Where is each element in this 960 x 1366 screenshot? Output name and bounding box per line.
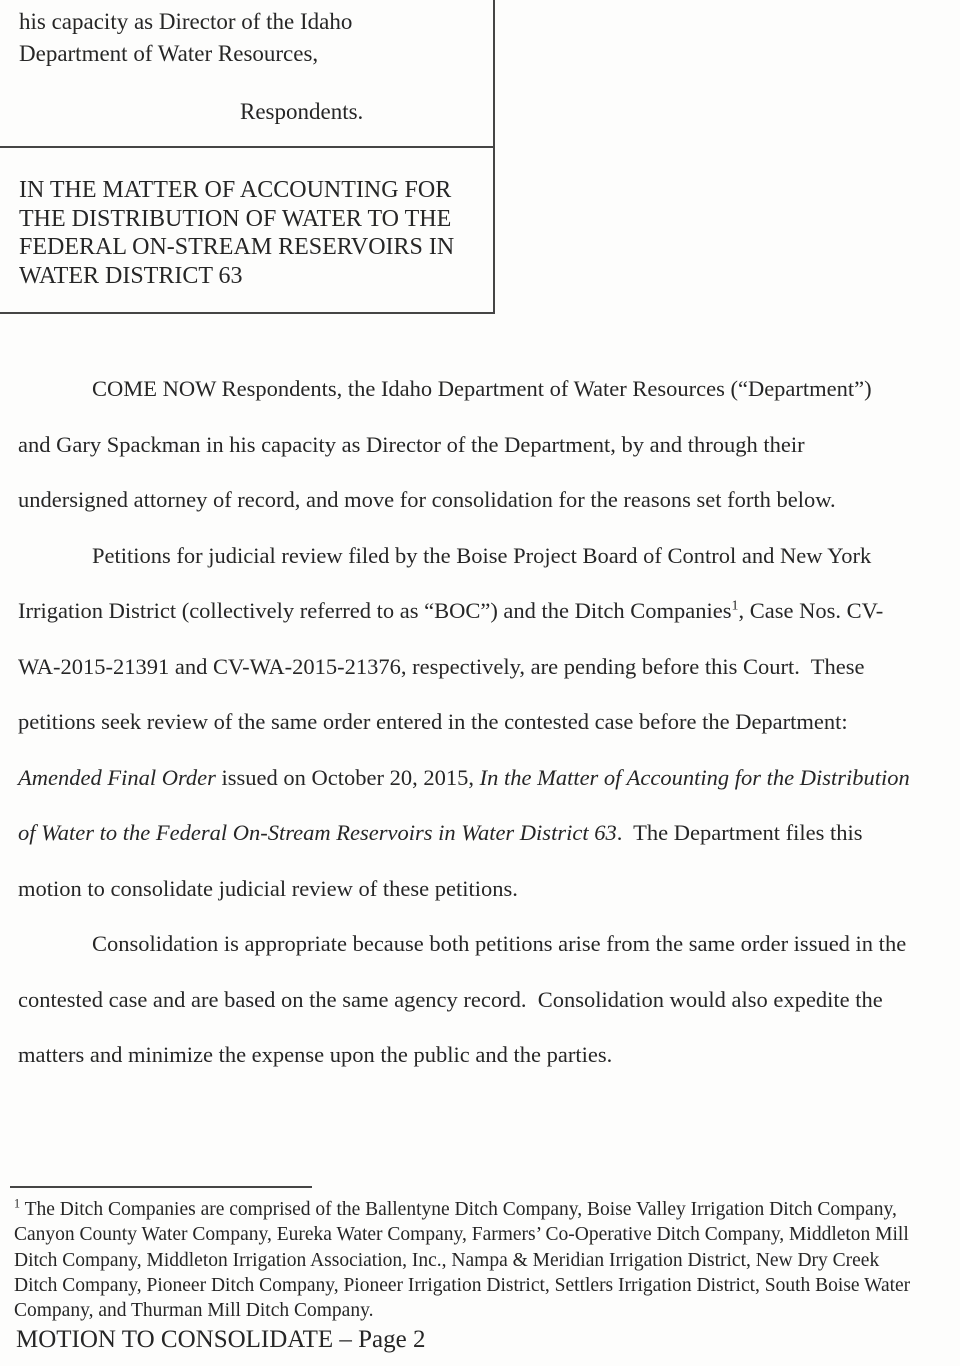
caption-bottom-rule [0,312,495,314]
document-footer-title: MOTION TO CONSOLIDATE – Page 2 [16,1326,426,1353]
respondents-label: Respondents. [240,99,364,124]
body-line: Petitions for judicial review filed by the Boise Project Board of Control and New York [92,542,872,568]
body-line: matters and minimize the expense upon the public and the parties. [18,1042,613,1067]
body-line: Irrigation District (collectively referred to as “BOC”) and the Ditch Companies$^1$, Case Nos. CV- [18,598,884,623]
body-line: Amended Final Order issued on October 20, 2015, In the Matter of Accounting for the Distribution [18,764,910,790]
body-line: contested case and are based on the same agency record. Consolidation would also expedite the [18,986,883,1012]
caption-party-line: his capacity as Director of the Idaho [19,9,353,34]
footnote-line: Ditch Company, Pioneer Ditch Company, Pioneer Irrigation District, Settlers Irrigation District, South Boise Water [14,1274,911,1296]
footnote-text [14,1197,958,1323]
footnote-line: Ditch Company, Middleton Irrigation Association, Inc., Nampa & Meridian Irrigation District, New Dry Creek [14,1249,880,1271]
matter-heading-line: FEDERAL ON-STREAM RESERVOIRS IN [19,234,455,260]
body-line: and Gary Spackman in his capacity as Director of the Department, by and through their [18,431,805,457]
body-line: motion to consolidate judicial review of these petitions. [18,875,518,901]
caption-party-lines [19,6,479,70]
body-line: of Water to the Federal On-Stream Reservoirs in Water District 63. The Department files this [18,820,863,845]
body-line: WA-2015-21391 and CV-WA-2015-21376, respectively, are pending before this Court. These [18,653,865,679]
footnote-line: $^1$ The Ditch Companies are comprised of the Ballentyne Ditch Company, Boise Valley Irrigation Ditch Company, [14,1196,897,1220]
matter-heading-line: WATER DISTRICT 63 [19,262,243,289]
caption-top-rule [0,146,495,148]
caption-party-line: Department of Water Resources, [19,41,319,66]
footnote-line: Canyon County Water Company, Eureka Water Company, Farmers’ Co-Operative Ditch Company, Middleton Mill [14,1224,909,1246]
caption-party-block [19,6,479,128]
body-line: COME NOW Respondents, the Idaho Department of Water Resources (“Department”) [92,376,872,401]
body-line: Consolidation is appropriate because both petitions arise from the same order issued in the [92,931,907,956]
body-text [18,361,959,1083]
matter-heading-line: THE DISTRIBUTION OF WATER TO THE [19,205,452,232]
footnote-separator-rule [10,1186,312,1188]
body-line: petitions seek review of the same order entered in the contested case before the Department: [18,709,848,734]
matter-heading-line: IN THE MATTER OF ACCOUNTING FOR [19,177,452,203]
body-line: undersigned attorney of record, and move for consolidation for the reasons set forth below. [18,487,836,512]
matter-heading [19,176,491,290]
caption-vertical-divider [493,0,495,314]
footnote-line: Company, and Thurman Mill Ditch Company. [14,1300,374,1322]
